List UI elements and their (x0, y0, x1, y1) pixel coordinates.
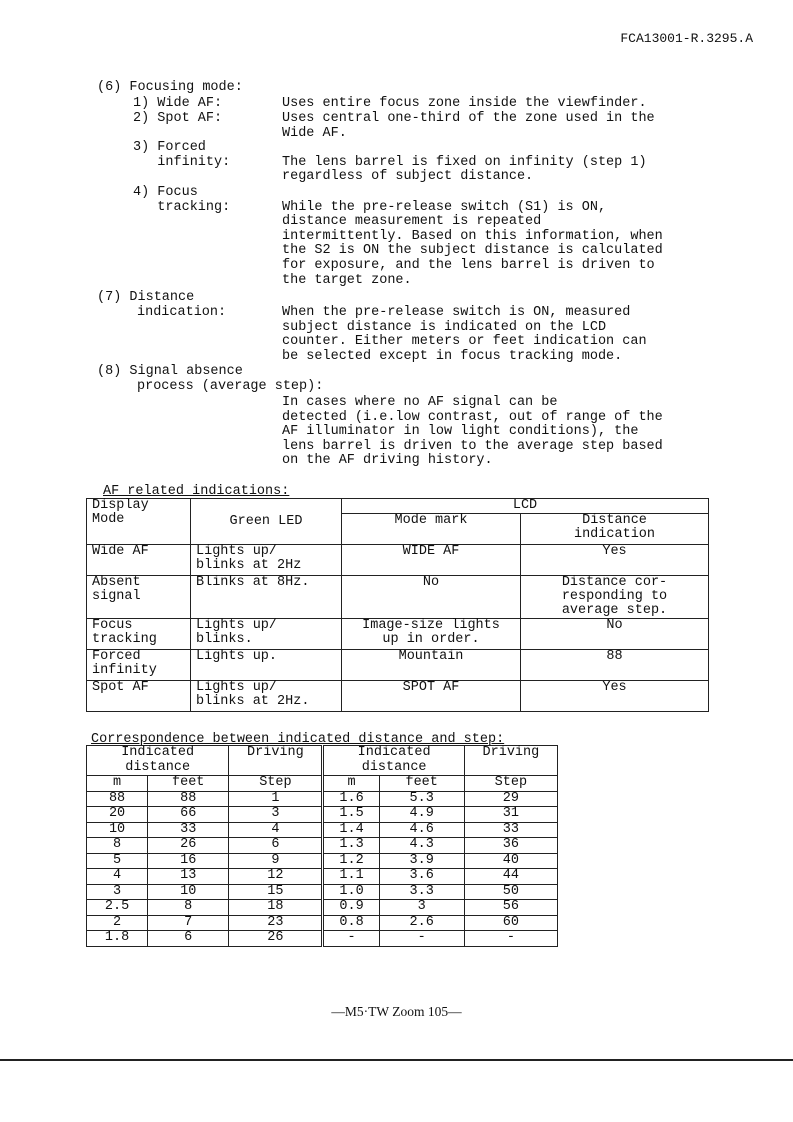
distance-step-table (86, 745, 558, 947)
cell-step: 56 (464, 900, 557, 916)
cell-feet: 4.9 (379, 807, 464, 823)
table-row (87, 576, 709, 619)
cell-m: 3 (87, 884, 148, 900)
cell-mode: Focus tracking (87, 619, 191, 650)
cell-m: 1.5 (323, 807, 379, 823)
cell-m: 1.6 (323, 791, 379, 807)
focus-mode-description: Uses central one-third of the zone used in the (282, 111, 655, 126)
cell-feet: 7 (148, 915, 229, 931)
section-7-label: indication: (137, 305, 227, 320)
cell-m: 5 (87, 853, 148, 869)
header-m-left: m (87, 776, 148, 792)
cell-step: 12 (229, 869, 323, 885)
header-indicated-distance-left: Indicated distance (87, 746, 229, 776)
cell-step: 44 (464, 869, 557, 885)
description-line: In cases where no AF signal can be (282, 395, 558, 410)
cell-m: 4 (87, 869, 148, 885)
focus-mode-description: distance measurement is repeated (282, 214, 542, 230)
cell-m: 1.2 (323, 853, 379, 869)
description-line: lens barrel is driven to the average step based (282, 438, 663, 454)
cell-m: 1.8 (87, 931, 148, 947)
section-8-label: process (average step): (137, 379, 324, 394)
cell-green-led: Lights up. (191, 650, 342, 681)
cell-green-led: Lights up/ blinks at 2Hz (191, 545, 342, 576)
focus-mode-description: regardless of subject distance. (282, 169, 534, 185)
cell-feet: 13 (148, 869, 229, 885)
description-line: subject distance is indicated on the LCD (282, 319, 607, 335)
table-row (87, 807, 558, 823)
cell-step: 31 (464, 807, 557, 823)
section-7-heading: (7) Distance (97, 290, 195, 305)
description-line: on the AF driving history. (282, 453, 493, 469)
cell-m: 0.9 (323, 900, 379, 916)
cell-feet: 3 (379, 900, 464, 916)
cell-feet: 66 (148, 807, 229, 823)
cell-mode: Spot AF (87, 681, 191, 712)
cell-step: 1 (229, 791, 323, 807)
description-line: counter. Either meters or feet indication can (282, 334, 647, 350)
table-row (87, 822, 558, 838)
table-row (87, 681, 709, 712)
section-7-description (282, 306, 647, 364)
cell-feet: 3.6 (379, 869, 464, 885)
corr-table-caption: Correspondence between indicated distance and step: (91, 732, 505, 747)
cell-feet: - (379, 931, 464, 947)
cell-feet: 2.6 (379, 915, 464, 931)
cell-feet: 5.3 (379, 791, 464, 807)
table-row (87, 931, 558, 947)
cell-feet: 8 (148, 900, 229, 916)
cell-mode-mark: No (342, 576, 521, 619)
cell-step: 23 (229, 915, 323, 931)
header-step-right: Step (464, 776, 557, 792)
cell-mode-mark: Image-size lights up in order. (342, 619, 521, 650)
description-line: When the pre-release switch is ON, measured (282, 305, 631, 320)
af-indications-table (86, 498, 709, 712)
focus-mode-label: 4) Focus (133, 185, 198, 200)
cell-green-led: Lights up/ blinks at 2Hz. (191, 681, 342, 712)
focus-mode-label: infinity: (133, 154, 231, 170)
cell-m: 1.3 (323, 838, 379, 854)
section-6-heading: (6) Focusing mode: (97, 80, 243, 95)
cell-step: 26 (229, 931, 323, 947)
cell-distance-indication: Distance cor- responding to average step. (521, 576, 709, 619)
cell-m: 0.8 (323, 915, 379, 931)
cell-feet: 3.3 (379, 884, 464, 900)
cell-step: 33 (464, 822, 557, 838)
description-line: detected (i.e.low contrast, out of range of the (282, 409, 663, 425)
header-mode-mark: Mode mark (342, 514, 521, 545)
cell-step: 3 (229, 807, 323, 823)
cell-m: 8 (87, 838, 148, 854)
cell-mode-mark: SPOT AF (342, 681, 521, 712)
header-indicated-distance-right: Indicated distance (323, 746, 464, 776)
cell-step: 4 (229, 822, 323, 838)
cell-feet: 10 (148, 884, 229, 900)
cell-m: 20 (87, 807, 148, 823)
cell-step: 50 (464, 884, 557, 900)
cell-m: 2 (87, 915, 148, 931)
cell-step: 36 (464, 838, 557, 854)
table-row (87, 650, 709, 681)
cell-distance-indication: Yes (521, 681, 709, 712)
header-distance-indication: Distance indication (521, 514, 709, 545)
table-row (87, 853, 558, 869)
cell-step: 29 (464, 791, 557, 807)
cell-m: 10 (87, 822, 148, 838)
cell-feet: 33 (148, 822, 229, 838)
cell-feet: 3.9 (379, 853, 464, 869)
cell-mode: Wide AF (87, 545, 191, 576)
description-line: be selected except in focus tracking mode. (282, 348, 623, 364)
cell-distance-indication: No (521, 619, 709, 650)
table-row (87, 869, 558, 885)
cell-feet: 88 (148, 791, 229, 807)
focus-mode-label: 3) Forced (133, 140, 206, 155)
cell-green-led: Lights up/ blinks. (191, 619, 342, 650)
cell-step: 18 (229, 900, 323, 916)
cell-step: 6 (229, 838, 323, 854)
cell-m: 1.0 (323, 884, 379, 900)
focus-mode-label: tracking: (133, 199, 231, 215)
cell-green-led: Blinks at 8Hz. (191, 576, 342, 619)
header-m-right: m (323, 776, 379, 792)
description-line: AF illuminator in low light conditions), the (282, 424, 639, 440)
table-row (87, 900, 558, 916)
cell-step: 60 (464, 915, 557, 931)
cell-m: 1.1 (323, 869, 379, 885)
cell-m: - (323, 931, 379, 947)
bottom-rule (0, 1059, 793, 1061)
focus-mode-description: intermittently. Based on this information, when (282, 228, 663, 244)
cell-feet: 6 (148, 931, 229, 947)
header-driving-right: Driving (464, 746, 557, 776)
focus-mode-description: The lens barrel is fixed on infinity (step 1) (282, 154, 647, 170)
af-table-caption: AF related indications: (103, 484, 290, 499)
cell-feet: 4.6 (379, 822, 464, 838)
cell-mode: Absent signal (87, 576, 191, 619)
table-row (87, 838, 558, 854)
section-8-heading: (8) Signal absence (97, 364, 243, 379)
cell-mode-mark: WIDE AF (342, 545, 521, 576)
cell-step: 40 (464, 853, 557, 869)
cell-step: - (464, 931, 557, 947)
header-step-left: Step (229, 776, 323, 792)
focus-mode-description: the target zone. (282, 272, 412, 288)
cell-feet: 16 (148, 853, 229, 869)
header-feet-left: feet (148, 776, 229, 792)
focus-mode-description: While the pre-release switch (S1) is ON, (282, 199, 607, 215)
focus-mode-description: Uses entire focus zone inside the viewfinder. (282, 96, 647, 111)
cell-step: 15 (229, 884, 323, 900)
header-lcd: LCD (342, 499, 709, 514)
header-feet-right: feet (379, 776, 464, 792)
cell-feet: 4.3 (379, 838, 464, 854)
cell-mode-mark: Mountain (342, 650, 521, 681)
cell-m: 2.5 (87, 900, 148, 916)
focus-mode-label: 1) Wide AF: (133, 96, 223, 111)
cell-mode: Forced infinity (87, 650, 191, 681)
cell-m: 88 (87, 791, 148, 807)
focus-mode-label: 2) Spot AF: (133, 111, 223, 126)
table-row (87, 791, 558, 807)
header-driving-left: Driving (229, 746, 323, 776)
cell-m: 1.4 (323, 822, 379, 838)
section-8-description (282, 396, 663, 469)
cell-step: 9 (229, 853, 323, 869)
table-row (87, 915, 558, 931)
header-green-led: Green LED (191, 499, 342, 545)
table-row (87, 619, 709, 650)
table-row (87, 545, 709, 576)
header-display-mode: Display Mode (87, 499, 191, 545)
cell-distance-indication: 88 (521, 650, 709, 681)
page-footer: —M5·TW Zoom 105— (331, 1004, 462, 1019)
focus-mode-description: Wide AF. (282, 125, 347, 141)
table-row (87, 884, 558, 900)
focus-mode-description: the S2 is ON the subject distance is calculated (282, 243, 663, 259)
cell-feet: 26 (148, 838, 229, 854)
cell-distance-indication: Yes (521, 545, 709, 576)
document-id: FCA13001-R.3295.A (620, 31, 753, 46)
focus-mode-description: for exposure, and the lens barrel is driven to (282, 258, 655, 273)
